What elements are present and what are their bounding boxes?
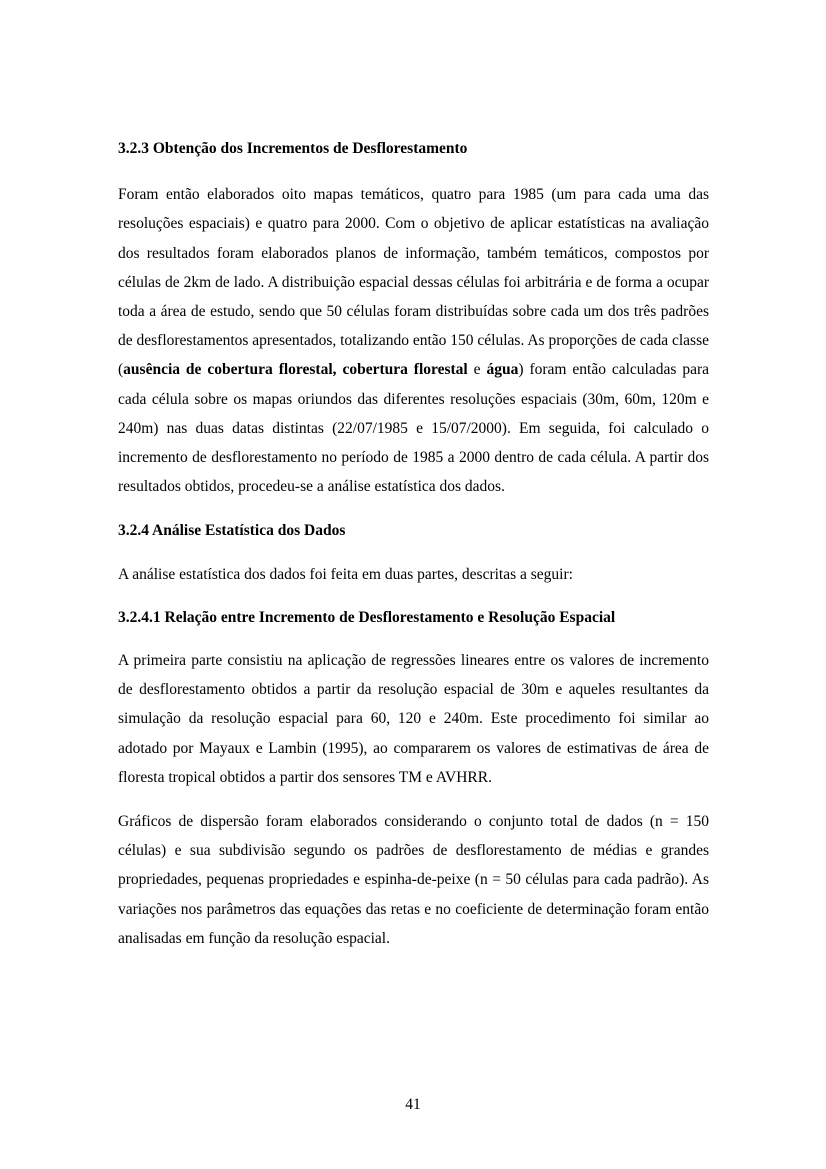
paragraph-scatter-plots: Gráficos de dispersão foram elaborados considerando o conjunto total de dados (n = 150 células) e sua subdivisão segundo os padrões de desflorestamento de médias e grandes propriedades, pequenas propriedades e espinha-de-peixe (n = 50 células para cada padrão). As variações nos parâmetros das equações das retas e no coeficiente de determinação foram então analisadas em função da resolução espacial. <box>118 813 709 947</box>
bold-class-names: ausência de cobertura florestal, cobertura florestal <box>123 361 468 379</box>
section-heading-3-2-3: 3.2.3 Obtenção dos Incrementos de Desflorestamento <box>118 140 468 157</box>
page-number: 41 <box>405 1096 421 1113</box>
section-heading-3-2-4-1: 3.2.4.1 Relação entre Incremento de Desflorestamento e Resolução Espacial <box>118 608 616 626</box>
paragraph-text: ) foram então calculadas para cada célula sobre os mapas oriundos das diferentes resoluções espaciais (30m, 60m, 120m e 240m) nas duas datas distintas (22/07/1985 e 15/07/2000). Em seguida, foi calculado o incremento de desflorestamento no período de 1985 a 2000 dentro de cada célula. A partir dos resultados obtidos, procedeu-se a análise estatística dos dados. <box>118 361 710 496</box>
section-heading-3-2-4: 3.2.4 Análise Estatística dos Dados <box>118 522 346 540</box>
paragraph-deforestation-increments <box>118 180 709 501</box>
document-page <box>118 134 709 953</box>
paragraph-text: e <box>467 361 487 379</box>
bold-class-water: água <box>486 361 519 379</box>
paragraph-statistical-analysis: A análise estatística dos dados foi feita em duas partes, descritas a seguir: <box>118 565 573 583</box>
paragraph-linear-regressions: A primeira parte consistiu na aplicação de regressões lineares entre os valores de incremento de desflorestamento obtidos a partir da resolução espacial de 30m e aqueles resultantes da simulação da resolução espacial para 60, 120 e 240m. Este procedimento foi similar ao adotado por Mayaux e Lambin (1995), ao compararem os valores de estimativas de área de floresta tropical obtidos a partir dos sensores TM e AVHRR. <box>118 652 709 786</box>
paragraph-text: Foram então elaborados oito mapas temáticos, quatro para 1985 (um para cada uma das resoluções espaciais) e quatro para 2000. Com o objetivo de aplicar estatísticas na avaliação dos resultados foram elaborados planos de informação, também temáticos, compostos por células de 2km de lado. A distribuição espacial dessas células foi arbitrária e de forma a ocupar toda a área de estudo, sendo que 50 células foram distribuídas sobre cada um dos três padrões de desflorestamentos apresentados, totalizando então 150 células. As proporções de cada classe ( <box>118 186 709 379</box>
